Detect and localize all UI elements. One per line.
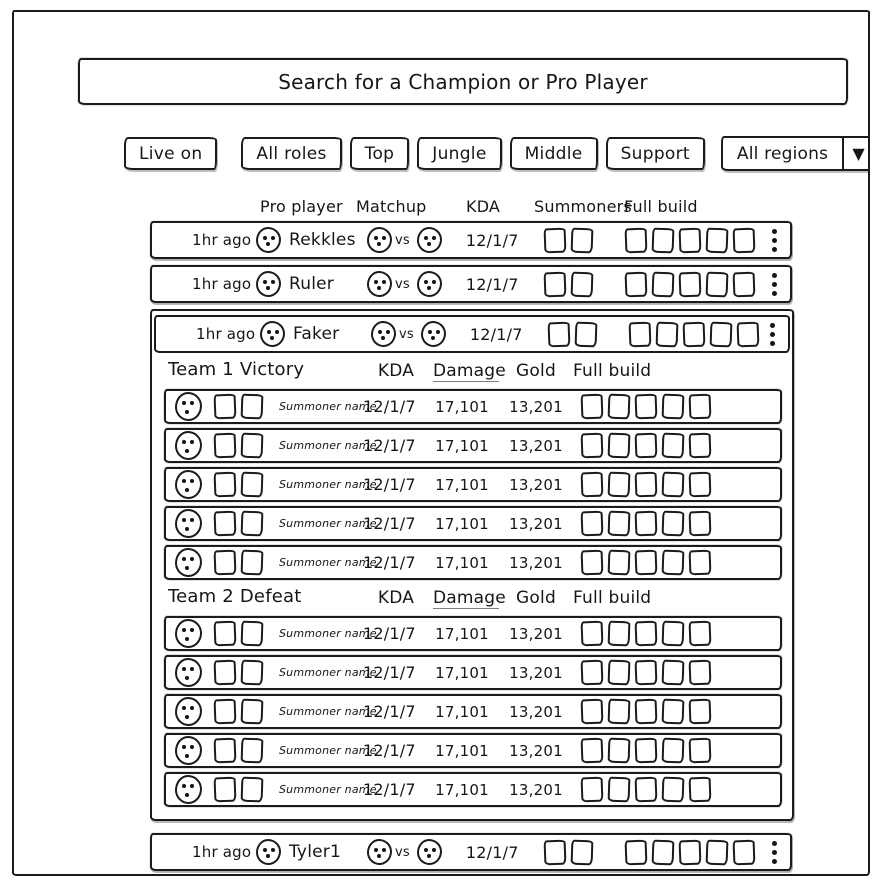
vs-label: vs (395, 844, 410, 860)
match-row-ruler[interactable] (150, 265, 792, 303)
role-filter-top[interactable]: Top (350, 137, 410, 170)
team-1-header (164, 359, 782, 385)
match-row-faker[interactable] (154, 315, 790, 353)
match-row-rekkles[interactable] (150, 221, 792, 259)
team-player-row[interactable] (164, 428, 782, 463)
team-player-row[interactable] (164, 655, 782, 690)
item-slot (570, 839, 593, 865)
vs-label: vs (395, 276, 410, 292)
champion-icon (367, 271, 392, 297)
team-player-row[interactable] (164, 616, 782, 651)
kda-value: 12/1/7 (363, 436, 416, 455)
item-slot (635, 472, 658, 498)
item-slot (581, 433, 604, 459)
damage-value: 17,101 (435, 436, 489, 455)
champion-icon (371, 321, 396, 347)
vs-label: vs (395, 232, 410, 248)
item-slot (241, 777, 264, 803)
item-slot (689, 699, 712, 725)
item-slot (624, 227, 647, 253)
summoner-spell-slots (214, 621, 263, 646)
summoner-spell-slots (214, 550, 263, 575)
team-player-row[interactable] (164, 694, 782, 729)
kda-value: 12/1/7 (363, 553, 416, 572)
item-slot (689, 777, 712, 803)
item-slot (655, 321, 678, 347)
item-slot (214, 660, 237, 686)
item-slot (214, 511, 237, 537)
summoner-name: Summoner name (279, 478, 377, 491)
gold-value: 13,201 (509, 702, 563, 721)
build-item-slots (625, 840, 755, 865)
item-slot (682, 321, 705, 347)
item-slot (689, 550, 712, 576)
item-slot (705, 839, 728, 865)
team-title: Team 2 Defeat (168, 586, 302, 607)
gold-value: 13,201 (509, 397, 563, 416)
item-slot (635, 394, 658, 420)
team-section-1 (164, 359, 782, 580)
damage-value: 17,101 (435, 397, 489, 416)
pro-player-name: Faker (293, 324, 340, 344)
item-slot (736, 321, 759, 347)
champion-icon (260, 321, 285, 347)
item-slot (581, 777, 604, 803)
damage-value: 17,101 (435, 741, 489, 760)
summoner-name: Summoner name (279, 783, 377, 796)
kda-value: 12/1/7 (363, 663, 416, 682)
damage-value: 17,101 (435, 624, 489, 643)
champion-icon (417, 839, 442, 865)
champion-icon (256, 271, 281, 297)
item-slot (241, 621, 264, 647)
region-select[interactable] (721, 136, 870, 171)
gold-value: 13,201 (509, 514, 563, 533)
item-slot (689, 511, 712, 537)
team-title: Team 1 Victory (168, 359, 305, 380)
kda-value: 12/1/7 (363, 475, 416, 494)
champion-icon (256, 839, 281, 865)
item-slot (543, 227, 566, 253)
item-slot (581, 472, 604, 498)
item-slot (214, 777, 237, 803)
vs-label: vs (399, 326, 414, 342)
item-slot (241, 394, 264, 420)
item-slot (570, 227, 593, 253)
damage-value: 17,101 (435, 475, 489, 494)
kebab-menu-icon[interactable] (769, 838, 780, 867)
team-1-player-list (164, 389, 782, 580)
build-item-slots (581, 699, 711, 724)
filter-bar (124, 136, 868, 171)
kda-value: 12/1/7 (469, 324, 523, 344)
role-filter-all-roles[interactable]: All roles (241, 137, 341, 170)
item-slot (635, 660, 658, 686)
gold-value: 13,201 (509, 741, 563, 760)
matchup (367, 321, 446, 347)
match-list-header (150, 197, 792, 219)
item-slot (608, 550, 631, 576)
team-player-row[interactable] (164, 467, 782, 502)
item-slot (651, 227, 674, 253)
kda-value: 12/1/7 (465, 274, 519, 294)
kda-value: 12/1/7 (363, 624, 416, 643)
column-kda: KDA (377, 588, 415, 608)
item-slot (624, 271, 647, 297)
build-item-slots (581, 660, 711, 685)
item-slot (214, 433, 237, 459)
expanded-match-panel (150, 309, 794, 821)
column-matchup: Matchup (356, 197, 427, 216)
item-slot (705, 271, 728, 297)
damage-value: 17,101 (435, 702, 489, 721)
item-slot (581, 621, 604, 647)
summoner-spell-slots (214, 699, 263, 724)
pro-player-name: Tyler1 (289, 842, 341, 862)
item-slot (241, 472, 264, 498)
build-item-slots (581, 394, 711, 419)
item-slot (241, 660, 264, 686)
item-slot (214, 738, 237, 764)
build-item-slots (581, 433, 711, 458)
item-slot (662, 550, 685, 576)
summoner-spell-slots (544, 272, 593, 297)
item-slot (732, 271, 755, 297)
kda-value: 12/1/7 (363, 741, 416, 760)
item-slot (705, 227, 728, 253)
item-slot (214, 621, 237, 647)
item-slot (608, 777, 631, 803)
champion-icon (175, 736, 202, 765)
item-slot (662, 472, 685, 498)
damage-value: 17,101 (435, 780, 489, 799)
summoner-name: Summoner name (279, 400, 377, 413)
column-pro-player: Pro player (260, 197, 343, 216)
summoner-spell-slots (214, 394, 263, 419)
search-placeholder: Search for a Champion or Pro Player (278, 69, 648, 94)
summoner-name: Summoner name (279, 666, 377, 679)
item-slot (608, 699, 631, 725)
team-2-header (164, 586, 782, 612)
chevron-down-icon[interactable]: ▼ (842, 138, 870, 169)
column-full-build: Full build (573, 361, 652, 381)
summoner-spell-slots (548, 322, 597, 347)
champion-icon (175, 470, 202, 499)
team-player-row[interactable] (164, 545, 782, 580)
gold-value: 13,201 (509, 553, 563, 572)
summoner-name: Summoner name (279, 556, 377, 569)
team-player-row[interactable] (164, 772, 782, 807)
column-full-build: Full build (573, 588, 652, 608)
item-slot (662, 699, 685, 725)
item-slot (570, 271, 593, 297)
item-slot (635, 511, 658, 537)
item-slot (689, 433, 712, 459)
item-slot (689, 738, 712, 764)
champion-icon (367, 839, 392, 865)
item-slot (678, 839, 701, 865)
pro-player-name: Rekkles (289, 230, 356, 250)
kebab-menu-icon[interactable] (769, 270, 780, 299)
match-row-tyler1[interactable] (150, 833, 792, 871)
item-slot (689, 660, 712, 686)
summoner-spell-slots (214, 433, 263, 458)
damage-value: 17,101 (435, 514, 489, 533)
build-item-slots (581, 621, 711, 646)
pro-player-name: Ruler (289, 274, 334, 294)
item-slot (241, 550, 264, 576)
kda-value: 12/1/7 (363, 780, 416, 799)
item-slot (581, 550, 604, 576)
team-2-player-list (164, 616, 782, 807)
item-slot (581, 699, 604, 725)
champion-icon (417, 227, 442, 253)
item-slot (635, 738, 658, 764)
column-gold: Gold (516, 588, 556, 608)
item-slot (624, 839, 647, 865)
build-item-slots (581, 511, 711, 536)
build-item-slots (625, 228, 755, 253)
item-slot (635, 550, 658, 576)
item-slot (662, 777, 685, 803)
item-slot (608, 511, 631, 537)
item-slot (628, 321, 651, 347)
item-slot (732, 839, 755, 865)
item-slot (662, 738, 685, 764)
champion-icon (421, 321, 446, 347)
column-kda: KDA (466, 197, 501, 216)
champion-icon (175, 392, 202, 421)
item-slot (581, 738, 604, 764)
summoner-spell-slots (544, 228, 593, 253)
item-slot (709, 321, 732, 347)
champion-icon (367, 227, 392, 253)
summoner-name: Summoner name (279, 705, 377, 718)
kda-value: 12/1/7 (465, 230, 519, 250)
match-time: 1hr ago (196, 325, 256, 343)
build-item-slots (581, 550, 711, 575)
damage-value: 17,101 (435, 553, 489, 572)
summoner-spell-slots (544, 840, 593, 865)
item-slot (662, 660, 685, 686)
item-slot (635, 621, 658, 647)
item-slot (635, 777, 658, 803)
damage-value: 17,101 (435, 663, 489, 682)
item-slot (608, 660, 631, 686)
item-slot (581, 394, 604, 420)
column-damage: Damage (433, 361, 506, 381)
champion-icon (175, 619, 202, 648)
build-item-slots (581, 777, 711, 802)
item-slot (608, 472, 631, 498)
role-filter-middle[interactable]: Middle (510, 137, 598, 170)
team-section-2 (164, 586, 782, 807)
gold-value: 13,201 (509, 780, 563, 799)
build-item-slots (581, 738, 711, 763)
column-kda: KDA (377, 361, 415, 381)
matchup (363, 839, 442, 865)
gold-value: 13,201 (509, 663, 563, 682)
item-slot (678, 227, 701, 253)
item-slot (241, 511, 264, 537)
match-time: 1hr ago (192, 275, 252, 293)
live-filter-button[interactable]: Live on (124, 137, 217, 170)
build-item-slots (581, 472, 711, 497)
summoner-name: Summoner name (279, 517, 377, 530)
item-slot (732, 227, 755, 253)
build-item-slots (629, 322, 759, 347)
summoner-spell-slots (214, 511, 263, 536)
team-player-row[interactable] (164, 389, 782, 424)
item-slot (689, 394, 712, 420)
champion-icon (256, 227, 281, 253)
matchup (363, 271, 442, 297)
region-select-value: All regions (736, 143, 829, 164)
item-slot (214, 550, 237, 576)
column-gold: Gold (516, 361, 556, 381)
summoner-spell-slots (214, 660, 263, 685)
column-damage: Damage (433, 588, 506, 608)
app-frame (12, 10, 870, 876)
item-slot (608, 433, 631, 459)
build-item-slots (625, 272, 755, 297)
kebab-menu-icon[interactable] (767, 320, 778, 349)
item-slot (651, 271, 674, 297)
champion-icon (175, 548, 202, 577)
kda-value: 12/1/7 (363, 397, 416, 416)
kda-value: 12/1/7 (465, 842, 519, 862)
item-slot (662, 621, 685, 647)
item-slot (574, 321, 597, 347)
gold-value: 13,201 (509, 436, 563, 455)
item-slot (547, 321, 570, 347)
champion-icon (175, 658, 202, 687)
kda-value: 12/1/7 (363, 702, 416, 721)
item-slot (651, 839, 674, 865)
item-slot (543, 271, 566, 297)
item-slot (662, 394, 685, 420)
champion-icon (175, 431, 202, 460)
column-full-build: Full build (624, 197, 698, 216)
item-slot (662, 511, 685, 537)
item-slot (662, 433, 685, 459)
champion-icon (175, 509, 202, 538)
item-slot (214, 472, 237, 498)
item-slot (241, 433, 264, 459)
role-filter-support[interactable]: Support (606, 137, 705, 170)
item-slot (581, 660, 604, 686)
item-slot (678, 271, 701, 297)
column-summoners: Summoners (534, 197, 632, 216)
summoner-name: Summoner name (279, 744, 377, 757)
summoner-name: Summoner name (279, 627, 377, 640)
summoner-spell-slots (214, 472, 263, 497)
summoner-spell-slots (214, 777, 263, 802)
kebab-menu-icon[interactable] (769, 226, 780, 255)
gold-value: 13,201 (509, 475, 563, 494)
summoner-name: Summoner name (279, 439, 377, 452)
champion-icon (175, 775, 202, 804)
item-slot (241, 738, 264, 764)
team-player-row[interactable] (164, 506, 782, 541)
match-time: 1hr ago (192, 843, 252, 861)
role-filter-jungle[interactable]: Jungle (417, 137, 501, 170)
match-time: 1hr ago (192, 231, 252, 249)
summoner-spell-slots (214, 738, 263, 763)
champion-icon (417, 271, 442, 297)
item-slot (543, 839, 566, 865)
item-slot (608, 394, 631, 420)
item-slot (635, 433, 658, 459)
item-slot (581, 511, 604, 537)
kda-value: 12/1/7 (363, 514, 416, 533)
item-slot (635, 699, 658, 725)
team-player-row[interactable] (164, 733, 782, 768)
item-slot (608, 738, 631, 764)
item-slot (689, 621, 712, 647)
item-slot (241, 699, 264, 725)
matchup (363, 227, 442, 253)
item-slot (689, 472, 712, 498)
search-bar[interactable] (78, 58, 848, 105)
item-slot (608, 621, 631, 647)
item-slot (214, 699, 237, 725)
gold-value: 13,201 (509, 624, 563, 643)
match-list (150, 221, 796, 871)
item-slot (214, 394, 237, 420)
champion-icon (175, 697, 202, 726)
